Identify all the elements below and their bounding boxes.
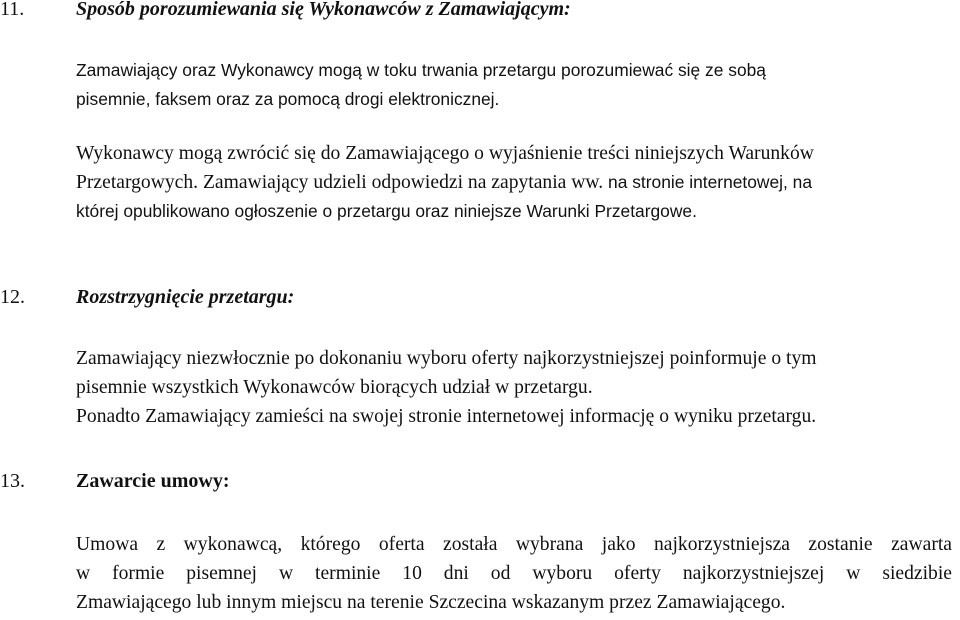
text-line [76,168,955,197]
section-number: 13. [0,470,25,492]
section-title: Rozstrzygnięcie przetargu: [76,286,295,308]
text-line: pisemnie, faksem oraz za pomocą drogi elektronicznej. [76,89,500,109]
text-line: Ponadto Zamawiający zamieści na swojej stronie internetowej informację o wyniku przetargu. [76,406,817,427]
section-number: 11. [0,0,25,20]
text-line: w formie pisemnej w terminie 10 dni od wyboru oferty najkorzystniejszej w siedzibie [76,563,952,584]
section-title: Zawarcie umowy: [76,470,230,492]
paragraph-communication-modes [76,56,955,114]
text-line: Wykonawcy mogą zwrócić się do Zamawiającego o wyjaśnienie treści niniejszych Warunków [76,143,814,164]
text-fragment: na stronie internetowej, na [603,172,813,192]
text-line: Zamawiający niezwłocznie po dokonaniu wyboru oferty najkorzystniejszej poinformuje o tym [76,348,817,369]
text-line: Umowa z wykonawcą, którego oferta została wybrana jako najkorzystniejsza zostanie zawarta [76,534,952,555]
section-11-heading [0,0,571,21]
text-fragment: Przetargowych. Zamawiający udzieli odpowiedzi na zapytania ww. [76,172,604,193]
section-13-heading [0,469,230,493]
paragraph-clarifications [76,139,955,226]
section-number: 12. [0,286,25,308]
section-title: Sposób porozumiewania się Wykonawców z Zamawiającym: [76,0,571,20]
text-line: Zmawiającego lub innym miejscu na terenie Szczecina wskazanym przez Zamawiającego. [76,592,786,613]
paragraph-contract [76,530,952,617]
paragraph-resolution [76,344,955,431]
text-line: pisemnie wszystkich Wykonawców biorących udział w przetargu. [76,377,593,398]
text-line: której opublikowano ogłoszenie o przetargu oraz niniejsze Warunki Przetargowe. [76,201,697,221]
section-12-heading [0,285,294,309]
text-line: Zamawiający oraz Wykonawcy mogą w toku trwania przetargu porozumiewać się ze sobą [76,60,766,80]
